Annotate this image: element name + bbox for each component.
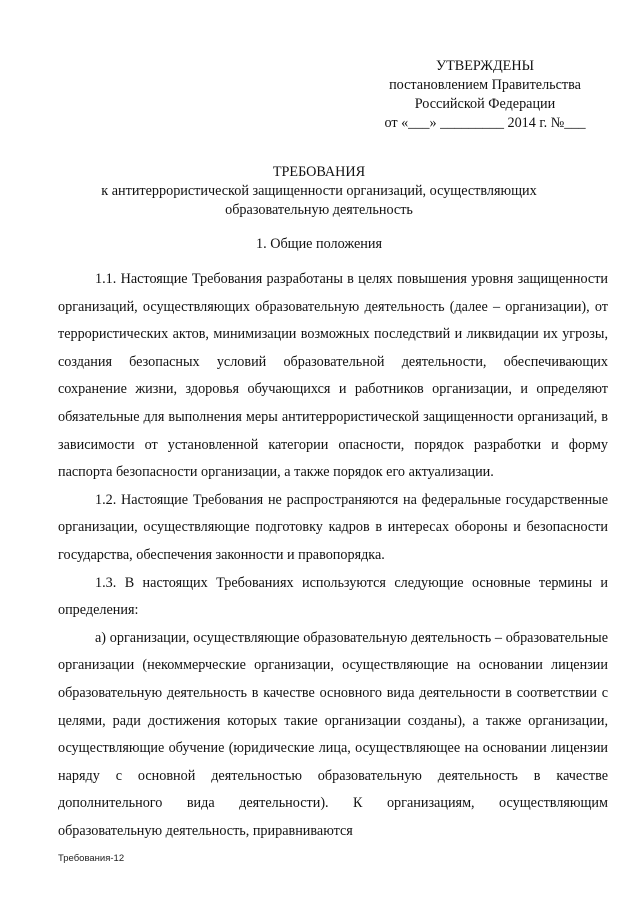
paragraph-1-3-a: а) организации, осуществляющие образовательную деятельность – образовательные организации (некоммерческие организации, осуществляющие на основании лицензии образовательную деятельность в качестве основного вида деятельности в соответствии с целями, ради достижения которых такие организации созданы), а также организации, осуществляющие обучение (юридические лица, осуществляющее на основании лицензии наряду с основной деятельностью образовательную деятельность в качестве дополнительного вида деятельности). К организациям, осуществляющим образовательную деятельность, приравниваются <box>58 629 608 839</box>
approval-block <box>360 57 610 133</box>
paragraph-1-3: 1.3. В настоящих Требованиях используются следующие основные термины и определения: <box>58 574 608 619</box>
title-line-subject: к антитеррористической защищенности организаций, осуществляющих <box>101 183 537 199</box>
approval-line-country: Российской Федерации <box>414 96 556 112</box>
approval-line-approved: УТВЕРЖДЕНЫ <box>436 58 534 74</box>
body-text <box>58 266 608 845</box>
section-heading: 1. Общие положения <box>256 236 382 252</box>
paragraph-1-2: 1.2. Настоящие Требования не распространяются на федеральные государственные организации, осуществляющие подготовку кадров в интересах обороны и безопасности государства, обеспечения законности и правопорядка. <box>58 491 608 563</box>
approval-line-resolution: постановлением Правительства <box>389 77 581 93</box>
title-line-subject-cont: образовательную деятельность <box>225 202 413 218</box>
paragraph-1-1: 1.1. Настоящие Требования разработаны в целях повышения уровня защищенности организаций, осуществляющих образовательную деятельность (далее – организации), от террористических актов, минимизации возможных последствий и ликвидации их угрозы, создания безопасных условий образовательной деятельности, обеспечивающих сохранение жизни, здоровья обучающихся и работников организации, и определяют обязательные для выполнения меры антитеррористической защищенности организаций, в зависимости от установленной категории опасности, порядок разработки и форму паспорта безопасности организации, а также порядок его актуализации. <box>58 271 608 481</box>
page-footer: Требования-12 <box>58 853 125 864</box>
approval-line-date-number: от «___» _________ 2014 г. №___ <box>384 115 586 131</box>
title-line-requirements: ТРЕБОВАНИЯ <box>272 164 366 180</box>
document-title <box>30 163 608 220</box>
